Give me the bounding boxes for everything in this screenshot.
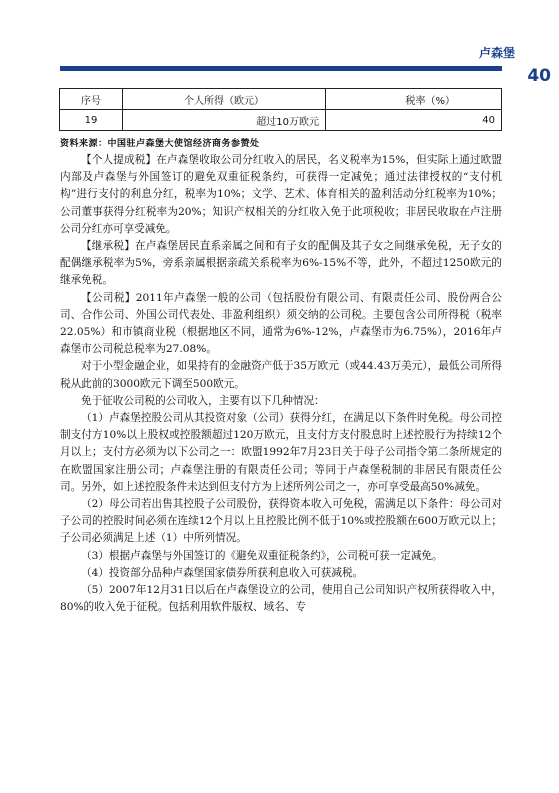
paragraph-exemptions-intro: 免于征收公司税的公司收入，主要有以下几种情况： xyxy=(81,394,325,407)
source-note: 资料来源：中国驻卢森堡大使馆经济商务参赞处 xyxy=(60,139,260,149)
column-header-income: 个人所得（欧元） xyxy=(123,89,326,110)
paragraph-exemption-2: （2）母公司若出售其控股子公司股份，获得资本收入可免税，需满足以下条件：母公司对子公司的控股时间必须在连续12个月以上且控股比例不低于10%或控股额在600万欧元以上；子公司必须满足上述（1）中所列情况。 xyxy=(60,498,502,545)
table-cell-index: 19 xyxy=(60,110,123,131)
paragraph-exemption-1: （1）卢森堡控股公司从其投资对象（公司）获得分红，在满足以下条件时免税。母公司控制支付方10%以上股权或控股额超过120万欧元，且支付方支付股息时上述控股行为持续12个月以上；支付方必须为以下公司之一：欧盟1992年7月23日关于母子公司指令第二条所规定的在欧盟国家注册公司；卢森堡注册的有限责任公司；等同于卢森堡税制的非居民有限责任公司。另外，如上述控股条件未达到但支付方为上述所列公司之一，亦可享受最高50%减免。 xyxy=(60,412,502,493)
paragraph-small-finance: 对于小型金融企业，如果持有的金融资产低于35万欧元（或44.43万美元），最低公司所得税从此前的3000欧元下调至500欧元。 xyxy=(60,360,502,390)
table-cell-rate: 40 xyxy=(326,110,502,131)
page-number: 40 xyxy=(527,66,551,86)
paragraph-inheritance-tax: 【继承税】在卢森堡居民直系亲属之间和有子女的配偶及其子女之间继承免税，无子女的配偶继承税率为5%，旁系亲属根据亲疏关系税率为6%-15%不等，此外，不超过1250欧元的继承免税。 xyxy=(60,240,502,287)
paragraph-dividend-tax: 【个人提成税】在卢森堡收取公司分红收入的居民，名义税率为15%，但实际上通过欧盟内部及卢森堡与外国签订的避免双重征税条约，可获得一定减免；通过法律授权的“支付机构”进行支付的利息分红，税率为10%；文学、艺术、体育相关的盈利活动分红税率为10%；公司董事获得分红税率为20%；知识产权相关的分红收入免于此项税收；非居民收取在卢注册公司分红亦可享受减免。 xyxy=(60,154,502,235)
paragraph-exemption-4: （4）投资部分品种卢森堡国家债券所获利息收入可获减税。 xyxy=(81,566,364,579)
paragraph-exemption-3: （3）根据卢森堡与外国签订的《避免双重征税条约》，公司税可获一定减免。 xyxy=(81,549,443,562)
header-country-label: 卢森堡 xyxy=(478,46,515,60)
table-row xyxy=(60,110,502,131)
paragraph-corporate-tax: 【公司税】2011年卢森堡一般的公司（包括股份有限公司、有限责任公司、股份两合公司、合作公司、外国公司代表处、非盈利组织）须交纳的公司税。主要包含公司所得税（税率22.05%）和市镇商业税（根据地区不同，通常为6%-12%，卢森堡市为6.75%），2016年卢森堡市公司税总税率为27.08%。 xyxy=(60,291,502,356)
table-cell-income: 超过10万欧元 xyxy=(123,110,326,131)
header-bar xyxy=(60,66,502,71)
tax-rate-table xyxy=(59,88,502,131)
body-text xyxy=(60,152,502,616)
column-header-rate: 税率（%） xyxy=(326,89,502,110)
paragraph-exemption-5: （5）2007年12月31日以后在卢森堡设立的公司，使用自己公司知识产权所获得收入中，80%的收入免于征税。包括利用软件版权、域名、专 xyxy=(60,584,502,614)
column-header-index: 序号 xyxy=(60,89,123,110)
table-header-row xyxy=(60,89,502,110)
